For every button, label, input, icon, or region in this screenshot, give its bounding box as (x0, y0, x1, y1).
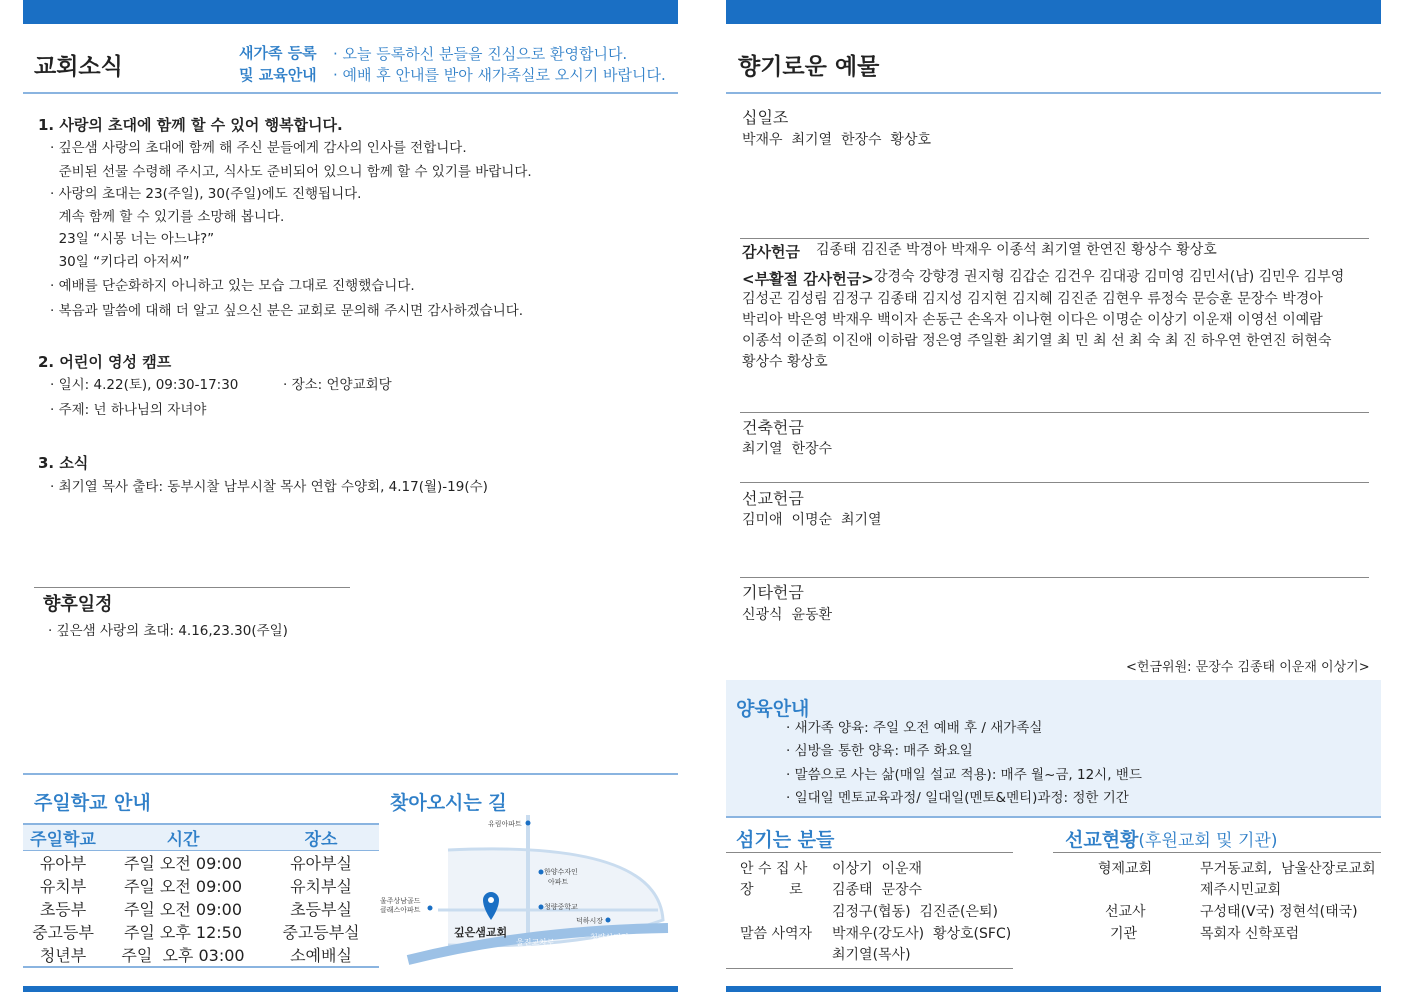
place-cell: 유아부실 (290, 854, 352, 873)
upcoming-divider (34, 587, 350, 588)
time-cell: 주일 오전 09:00 (123, 877, 243, 896)
map-label-apt2a: 한양수자인 (544, 868, 578, 876)
missions-divider (1053, 852, 1381, 853)
tithe-label: 십일조 (742, 108, 789, 127)
mission-cat-1: 형제교회 (1098, 861, 1153, 877)
news-2-line-1: · 일시: 4.22(토), 09:30-17:30 (50, 377, 239, 393)
server-names-3: 김정구(협동) 김진준(은퇴) (832, 904, 998, 920)
dept-cell: 초등부 (39, 900, 87, 919)
place-cell: 초등부실 (290, 900, 352, 919)
news-2-place: · 장소: 언양교회당 (283, 377, 392, 393)
table-row (23, 897, 379, 920)
nurture-title: 양육안내 (736, 698, 810, 720)
nurture-line-2: · 심방을 통한 양육: 매주 화요일 (786, 743, 973, 759)
news-3-line-1: · 최기열 목사 출타: 동부시찰 남부시찰 목사 연합 수양회, 4.17(월)-19(수) (50, 479, 488, 495)
mission-names-4: 목회자 신학포럼 (1200, 926, 1300, 942)
sunday-school-title: 주일학교 안내 (34, 792, 151, 814)
upcoming-title: 향후일정 (43, 594, 113, 615)
servers-top-line (726, 816, 1381, 818)
table-row (23, 874, 379, 897)
news-1-line-8: · 복음과 말씀에 대해 더 알고 싶으신 분은 교회로 문의해 주시면 감사하겠습니다. (50, 303, 524, 319)
table-row (23, 920, 379, 943)
nurture-line-4: · 일대일 멘토교육과정/ 일대일(멘토&멘티)과정: 정한 기간 (786, 790, 1129, 806)
easter-line-2: 김성곤 김성림 김정구 김종태 김지성 김지현 김지혜 김진준 김현우 류정숙 문승훈 문장수 박경아 (742, 291, 1323, 307)
table-row (23, 851, 379, 874)
news-1-line-7: · 예배를 단순화하지 아니하고 있는 모습 그대로 진행했습니다. (50, 278, 415, 294)
mission-divider (740, 482, 1369, 483)
thanks-divider (740, 238, 1369, 239)
directions-map (378, 810, 678, 970)
mission-names-2: 제주시민교회 (1200, 882, 1282, 898)
map-label-road1: 울진교차로 (516, 938, 555, 947)
mission-cat-3: 선교사 (1105, 904, 1146, 920)
easter-line-4: 이종석 이준희 이진애 이하람 정은영 주일환 최기열 최 민 최 선 최 숙 최 진 하우연 한연진 허현숙 (742, 333, 1332, 349)
sunday-school-header-row (23, 825, 379, 850)
left-bottom-bar (23, 986, 678, 992)
mission-label: 선교헌금 (742, 489, 804, 508)
server-names-5: 최기열(목사) (832, 947, 911, 963)
newcomer-message-1: · 오늘 등록하신 분들을 진심으로 환영합니다. (333, 45, 628, 63)
servers-bottom-line (726, 968, 1013, 969)
offering-committee: <헌금위원: 문장수 김종태 이운재 이상기> (1126, 660, 1370, 675)
time-cell: 주일 오후 03:00 (121, 946, 245, 965)
upcoming-line: · 깊은샘 사랑의 초대: 4.16,23.30(주일) (48, 623, 288, 639)
right-top-bar (726, 0, 1381, 24)
header-department: 주일학교 (30, 830, 96, 850)
thanks-label: 감사헌금 (742, 243, 800, 261)
easter-line-3: 박리아 박은영 박재우 백이자 손동근 손옥자 이나현 이다은 이명순 이상기 이운재 이영선 이예람 (742, 312, 1323, 328)
news-3-title: 3. 소식 (38, 454, 89, 472)
mission-names: 김미애 이명순 최기열 (742, 512, 882, 528)
header-time: 시간 (166, 830, 200, 850)
building-names: 최기열 한장수 (742, 441, 833, 457)
church-news-title: 교회소식 (34, 54, 123, 80)
news-1-title: 1. 사랑의 초대에 함께 할 수 있어 행복합니다. (38, 116, 343, 134)
dept-cell: 청년부 (39, 946, 87, 965)
server-role-1: 안 수 집 사 (740, 861, 808, 877)
server-names-1: 이상기 이운재 (832, 861, 923, 877)
missions-title-sub: (후원교회 및 기관) (1138, 831, 1278, 851)
news-2-title: 2. 어린이 영성 캠프 (38, 353, 172, 371)
place-cell: 중고등부실 (282, 923, 360, 942)
map-label-apt2b: 아파트 (548, 878, 569, 886)
sunday-school-table-wrap (23, 823, 379, 968)
newcomer-message-2: · 예배 후 안내를 받아 새가족실로 오시기 바랍니다. (333, 66, 666, 84)
sunday-school-top-line (23, 773, 678, 775)
building-label: 건축헌금 (742, 418, 804, 437)
map-label-school: 청량중학교 (544, 903, 578, 911)
server-role-2: 장 로 (740, 882, 803, 898)
right-header-divider (726, 92, 1381, 94)
other-label: 기타헌금 (742, 583, 804, 602)
news-2-line-2: · 주제: 넌 하나님의 자녀야 (50, 402, 207, 418)
missions-title: 선교현황 (1065, 829, 1139, 851)
building-divider (740, 412, 1369, 413)
time-cell: 주일 오전 09:00 (123, 854, 243, 873)
map-label-church: 깊은샘교회 (454, 926, 508, 939)
other-names: 신광식 윤동환 (742, 607, 833, 623)
newcomer-label-2: 및 교육안내 (239, 66, 317, 84)
mission-cat-4: 기관 (1110, 926, 1138, 942)
nurture-line-3: · 말씀으로 사는 삶(매일 설교 적용): 매주 월~금, 12시, 밴드 (786, 767, 1142, 783)
mission-names-1: 무거동교회, 남울산장로교회 (1200, 861, 1376, 877)
thanks-names: 김종태 김진준 박경아 박재우 이종석 최기열 한연진 황상수 황상호 (816, 242, 1217, 258)
easter-line-1: 강경숙 강향경 권지형 김갑순 김건우 김대광 김미영 김민서(남) 김민우 김부영 (874, 269, 1345, 285)
servers-title: 섬기는 분들 (736, 829, 835, 851)
header-place: 장소 (304, 830, 338, 850)
offerings-title: 향기로운 예물 (738, 54, 880, 80)
news-1-line-1: · 깊은샘 사랑의 초대에 함께 해 주신 분들에게 감사의 인사를 전합니다. (50, 140, 467, 156)
table-row (23, 943, 379, 966)
other-divider (740, 577, 1369, 578)
mission-names-3: 구성태(V국) 정현석(태국) (1200, 904, 1358, 920)
time-cell: 주일 오후 12:50 (123, 923, 243, 942)
missions-title-wrap (1065, 825, 1277, 852)
map-label-apt1: 유림아파트 (488, 820, 522, 828)
server-names-2: 김종태 문장수 (832, 882, 923, 898)
dept-cell: 중고등부 (32, 923, 94, 942)
map-label-apt3b: 클래스아파트 (380, 906, 421, 914)
directions-title: 찾아오시는 길 (390, 792, 507, 814)
news-1-line-4: 계속 함께 할 수 있기를 소망해 봅니다. (50, 209, 285, 225)
tithe-names: 박재우 최기열 한장수 황상호 (742, 132, 931, 148)
sunday-school-table (23, 825, 379, 966)
map-label-road2: 청량삼거리 (590, 933, 629, 942)
map-label-market: 덕하시장 (576, 917, 604, 925)
servers-divider (726, 852, 1013, 853)
news-1-line-6: 30일 “키다리 아저씨” (50, 254, 190, 270)
dept-cell: 유치부 (39, 877, 87, 896)
server-names-4: 박재우(강도사) 황상호(SFC) (832, 926, 1012, 942)
newcomer-label-1: 새가족 등록 (239, 44, 317, 62)
easter-label: <부활절 감사헌금> (742, 270, 874, 288)
news-1-line-2: 준비된 선물 수령해 주시고, 식사도 준비되어 있으니 함께 할 수 있기를 바랍니다. (50, 164, 532, 180)
right-bottom-bar (726, 986, 1381, 992)
nurture-line-1: · 새가족 양육: 주일 오전 예배 후 / 새가족실 (786, 720, 1043, 736)
server-role-4: 말씀 사역자 (740, 926, 813, 942)
time-cell: 주일 오전 09:00 (123, 900, 243, 919)
left-header-divider (23, 92, 678, 94)
place-cell: 유치부실 (290, 877, 352, 896)
place-cell: 소예배실 (290, 946, 352, 965)
easter-line-5: 황상수 황상호 (742, 354, 828, 370)
news-1-line-5: 23일 “시몽 너는 아느냐?” (50, 231, 215, 247)
map-label-apt3a: 울주상남골드 (380, 897, 421, 905)
news-1-line-3: · 사랑의 초대는 23(주일), 30(주일)에도 진행됩니다. (50, 186, 362, 202)
left-top-bar (23, 0, 678, 24)
dept-cell: 유아부 (39, 854, 87, 873)
